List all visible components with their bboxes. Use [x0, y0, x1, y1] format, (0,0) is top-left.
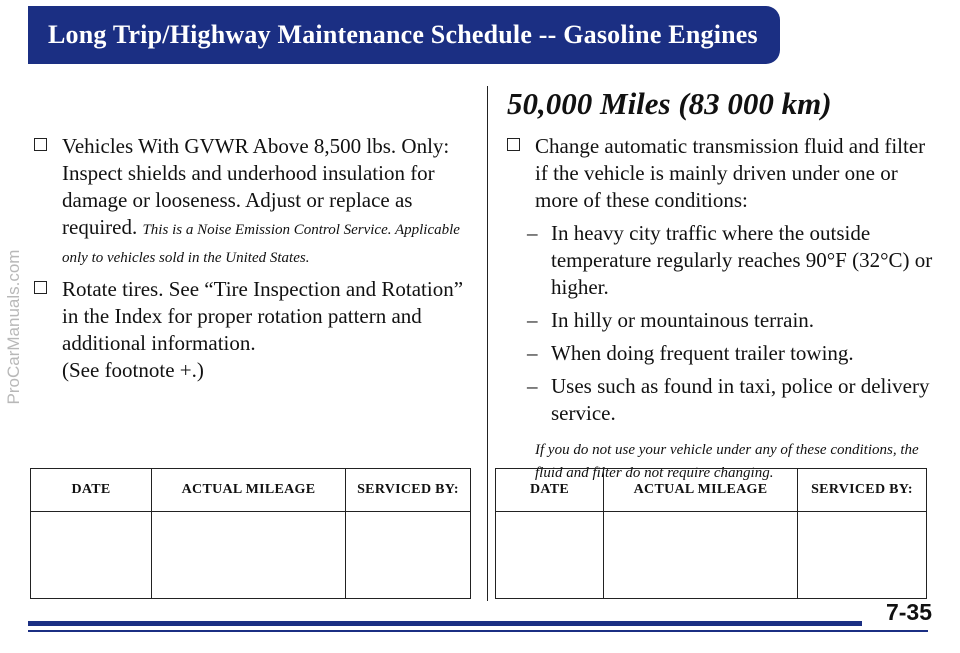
item-note: This is a Noise Emission Control Service. Applicable only to vehicles sold in the United States. — [62, 222, 460, 266]
checklist-item-gvwr — [30, 133, 475, 270]
dash-bullet: – — [527, 308, 538, 332]
column-header-serviced-by: SERVICED BY: — [798, 469, 927, 512]
checkbox-icon[interactable] — [507, 138, 520, 151]
checkbox-icon[interactable] — [34, 281, 47, 294]
serviced-by-cell[interactable] — [346, 512, 471, 599]
item-text: Rotate tires. See “Tire Inspection and Rotation” in the Index for proper rotation pattern and additional information. — [62, 277, 464, 355]
page-number: 7-35 — [885, 599, 932, 625]
table-row — [496, 512, 927, 599]
watermark-text: ProCarManuals.com — [4, 249, 23, 404]
right-column — [503, 133, 933, 485]
footer-rule — [28, 621, 862, 626]
mileage-cell[interactable] — [604, 512, 798, 599]
table-row — [31, 512, 471, 599]
serviced-by-cell[interactable] — [798, 512, 927, 599]
column-header-date: DATE — [496, 469, 604, 512]
condition-text: In hilly or mountainous terrain. — [551, 308, 815, 332]
date-cell[interactable] — [496, 512, 604, 599]
interval-heading: 50,000 Miles (83 000 km) — [507, 86, 832, 121]
condition-text: Uses such as found in taxi, police or delivery service. — [551, 374, 930, 425]
watermark — [2, 0, 26, 653]
conditions-note: If you do not use your vehicle under any of these conditions, the fluid and filter do not require changing. — [535, 442, 919, 481]
column-header-serviced-by: SERVICED BY: — [346, 469, 471, 512]
table-header-row — [496, 469, 927, 512]
column-divider — [487, 86, 488, 601]
column-header-date: DATE — [31, 469, 152, 512]
item-footnote: (See footnote +.) — [62, 358, 204, 382]
section-title: Long Trip/Highway Maintenance Schedule -- Gasoline Engines — [48, 20, 758, 49]
checklist-item-rotate-tires — [30, 276, 475, 384]
condition-item — [503, 340, 933, 367]
left-column — [30, 133, 475, 390]
condition-text: When doing frequent trailer towing. — [551, 341, 854, 365]
condition-item — [503, 220, 933, 301]
service-log-table-left — [30, 468, 471, 599]
date-cell[interactable] — [31, 512, 152, 599]
column-header-mileage: ACTUAL MILEAGE — [152, 469, 346, 512]
condition-text: In heavy city traffic where the outside temperature regularly reaches 90°F (32°C) or higher. — [551, 221, 933, 299]
service-log-table-right — [495, 468, 927, 599]
dash-bullet: – — [527, 221, 538, 245]
checkbox-icon[interactable] — [34, 138, 47, 151]
item-text: Change automatic transmission fluid and filter if the vehicle is mainly driven under one or more of these conditions: — [535, 134, 926, 212]
dash-bullet: – — [527, 374, 538, 398]
mileage-cell[interactable] — [152, 512, 346, 599]
table-header-row — [31, 469, 471, 512]
condition-item — [503, 307, 933, 334]
item-text: Vehicles With GVWR Above 8,500 lbs. Only: Inspect shields and underhood insulation for damage or looseness. Adjust or replace as required. — [62, 134, 450, 239]
checklist-item-transmission — [503, 133, 933, 214]
condition-item — [503, 373, 933, 427]
footer-rule-thin — [28, 630, 928, 632]
dash-bullet: – — [527, 341, 538, 365]
column-header-mileage: ACTUAL MILEAGE — [604, 469, 798, 512]
section-header — [28, 6, 780, 64]
